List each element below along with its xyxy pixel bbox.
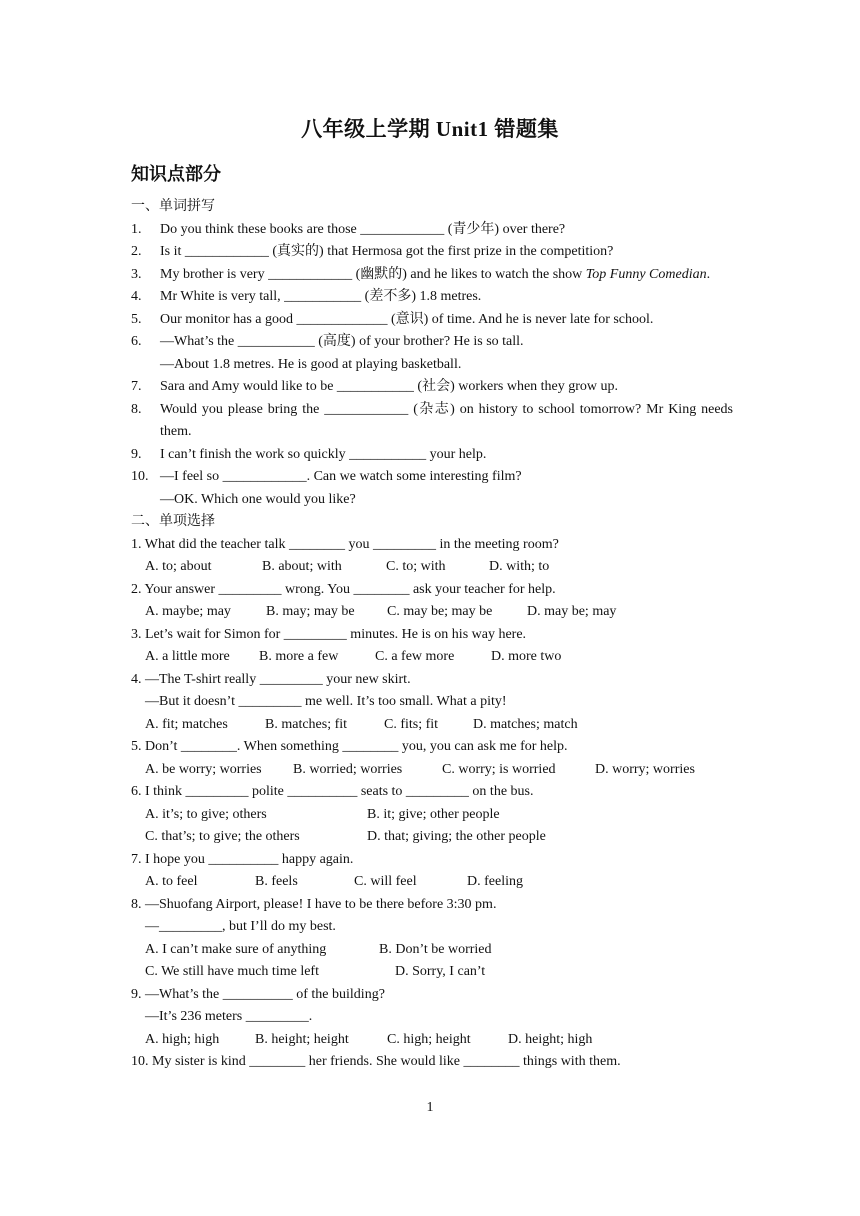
list-item (131, 309, 733, 332)
question-text: 9. —What’s the __________ of the building? (131, 986, 385, 1002)
section-heading: 知识点部分 (131, 164, 221, 184)
option-a: A. to; about (145, 559, 212, 574)
option-a: A. fit; matches (145, 716, 228, 732)
option-d: D. may be; may (527, 604, 617, 619)
question-text: 7. I hope you __________ happy again. (131, 851, 354, 867)
item-continuation: —About 1.8 metres. He is good at playing basketball. (160, 356, 462, 372)
item-number: 5. (131, 311, 142, 327)
item-text-part: My brother is very ____________ (幽默的) and he likes to watch the show (160, 266, 586, 282)
question-text: 6. I think _________ polite __________ seats to _________ on the bus. (131, 784, 534, 799)
question-text: 3. Let’s wait for Simon for _________ minutes. He is on his way here. (131, 626, 527, 642)
item-text: Would you please bring the ____________ (杂志) on history to school tomorrow? Mr King needs them. (160, 401, 733, 439)
item-number: 10. (131, 469, 149, 484)
option-b: B. matches; fit (265, 716, 348, 732)
option-d: D. that; giving; the other people (367, 829, 546, 844)
option-b: B. it; give; other people (367, 806, 500, 822)
question-text: 8. —Shuofang Airport, please! I have to be there before 3:30 pm. (131, 896, 497, 912)
item-number: 1. (131, 221, 142, 237)
list-item (131, 286, 733, 309)
options-grid (131, 804, 733, 849)
question-text: 2. Your answer _________ wrong. You ________ ask your teacher for help. (131, 581, 556, 597)
question-continuation: —But it doesn’t _________ me well. It’s too small. What a pity! (145, 694, 507, 709)
option-a: A. I can’t make sure of anything (145, 941, 327, 957)
item-number: 7. (131, 379, 142, 394)
option-b: B. about; with (262, 559, 342, 574)
option-c: C. a few more (375, 649, 455, 664)
options-row (131, 714, 733, 737)
item-number: 3. (131, 266, 142, 282)
question-continuation: —It’s 236 meters _________. (145, 1009, 313, 1024)
item-text: Is it ____________ (真实的) that Hermosa got the first prize in the competition? (160, 244, 614, 259)
option-b: B. worried; worries (293, 761, 403, 777)
option-c: C. to; with (386, 559, 446, 574)
option-a: A. high; high (145, 1031, 220, 1047)
option-d: D. height; high (508, 1031, 593, 1047)
item-text: I can’t finish the work so quickly ___________ your help. (160, 446, 487, 462)
option-b: B. more a few (259, 649, 339, 664)
question-text: 1. What did the teacher talk ________ you _________ in the meeting room? (131, 536, 559, 552)
option-a: A. it’s; to give; others (145, 806, 267, 822)
item-continuation: —OK. Which one would you like? (160, 491, 356, 507)
question-text: 4. —The T-shirt really _________ your new skirt. (131, 671, 411, 687)
document-body (131, 196, 733, 1074)
options-row (131, 646, 733, 669)
item-text (160, 264, 733, 287)
item-number: 9. (131, 446, 142, 462)
options-row (131, 556, 733, 579)
page-title: 八年级上学期 Unit1 错题集 (301, 117, 559, 141)
option-a: A. be worry; worries (145, 761, 262, 777)
option-a: A. to feel (145, 874, 198, 889)
list-item (131, 399, 733, 444)
options-row (131, 601, 733, 624)
list-item (131, 219, 733, 242)
question-text: 5. Don’t ________. When something ________ you, you can ask me for help. (131, 739, 568, 754)
list-item (131, 241, 733, 264)
option-c: C. fits; fit (384, 716, 439, 732)
item-number: 4. (131, 289, 142, 304)
item-text-part: . (706, 266, 711, 282)
option-b: B. Don’t be worried (379, 941, 492, 957)
option-c: C. will feel (354, 874, 417, 889)
item-text: —What’s the ___________ (高度) of your brother? He is so tall. (160, 334, 524, 349)
option-d: D. matches; match (473, 716, 578, 732)
option-c: C. high; height (387, 1031, 471, 1047)
item-text: —I feel so ____________. Can we watch some interesting film? (160, 469, 522, 484)
option-d: D. Sorry, I can’t (395, 964, 486, 979)
option-b: B. may; may be (266, 604, 355, 619)
option-b: B. height; height (255, 1031, 349, 1047)
item-text: Our monitor has a good _____________ (意识) of time. And he is never late for school. (160, 311, 654, 327)
item-text: Do you think these books are those ____________ (青少年) over there? (160, 221, 566, 237)
list-item (131, 264, 733, 287)
list-item (131, 376, 733, 399)
option-c: C. may be; may be (387, 604, 493, 619)
page-number: 1 (426, 1100, 434, 1115)
list-item (131, 331, 733, 354)
item-text: Sara and Amy would like to be ___________ (社会) workers when they grow up. (160, 379, 619, 394)
option-d: D. worry; worries (595, 761, 695, 777)
option-c: C. that’s; to give; the others (145, 829, 300, 844)
question-continuation: —_________, but I’ll do my best. (145, 919, 336, 934)
option-d: D. with; to (489, 559, 550, 574)
item-number: 8. (131, 401, 142, 417)
option-d: D. more two (491, 649, 562, 664)
item-text: Mr White is very tall, ___________ (差不多) 1.8 metres. (160, 289, 482, 304)
question-text: 10. My sister is kind ________ her friends. She would like ________ things with them. (131, 1054, 621, 1069)
show-title: Top Funny Comedian (585, 266, 707, 282)
options-grid (131, 939, 733, 984)
options-row (131, 759, 733, 782)
option-c: C. We still have much time left (145, 964, 319, 979)
options-row (131, 1029, 733, 1052)
item-number: 2. (131, 244, 142, 259)
option-b: B. feels (255, 874, 298, 889)
list-item (131, 466, 733, 489)
option-c: C. worry; is worried (442, 761, 556, 777)
option-a: A. maybe; may (145, 604, 231, 619)
part2-heading: 二、单项选择 (131, 514, 215, 529)
item-number: 6. (131, 334, 142, 349)
option-d: D. feeling (467, 874, 523, 889)
options-row (131, 871, 733, 894)
option-a: A. a little more (145, 649, 230, 664)
list-item (131, 444, 733, 467)
part1-heading: 一、单词拼写 (131, 199, 215, 214)
